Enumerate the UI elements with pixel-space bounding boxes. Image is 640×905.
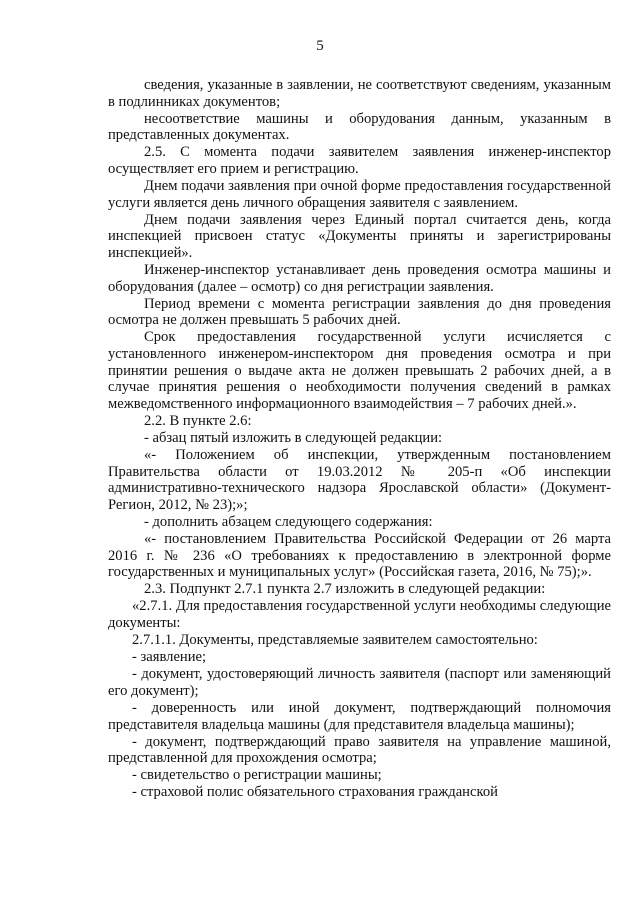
paragraph: - документ, подтверждающий право заявителя на управление машиной, представленной для прохождения осмотра; — [108, 733, 611, 767]
paragraph: «2.7.1. Для предоставления государственной услуги необходимы следующие документы: — [108, 598, 611, 631]
paragraph: несоответствие машины и оборудования данным, указанным в представленных документах. — [108, 110, 611, 144]
paragraph: - свидетельство о регистрации машины; — [132, 767, 382, 784]
paragraph: - заявление; — [132, 649, 207, 666]
paragraph: Период времени с момента регистрации заявления до дня проведения осмотра не должен превышать 5 рабочих дней. — [108, 295, 611, 329]
paragraph: сведения, указанные в заявлении, не соответствуют сведениям, указанным в подлинниках документов; — [108, 77, 611, 110]
paragraph: - страховой полис обязательного страхования гражданской — [132, 784, 498, 801]
paragraph: 2.2. В пункте 2.6: — [144, 412, 252, 429]
paragraph: Инженер-инспектор устанавливает день проведения осмотра машины и оборудования (далее – осмотр) со дня регистрации заявления. — [108, 262, 611, 295]
paragraph: - документ, удостоверяющий личность заявителя (паспорт или заменяющий его документ); — [108, 666, 611, 699]
paragraph: - дополнить абзацем следующего содержания: — [144, 513, 433, 530]
paragraph: «- Положением об инспекции, утвержденным постановлением Правительства области от 19.03.2012 № 205-п «Об инспекции административно-технического надзора Ярославской области» (Документ-Регион, 2012, № 23);»; — [108, 447, 611, 513]
paragraph: 2.3. Подпункт 2.7.1 пункта 2.7 изложить в следующей редакции: — [144, 581, 546, 598]
paragraph: Днем подачи заявления при очной форме предоставления государственной услуги является день личного обращения заявителя с заявлением. — [108, 178, 611, 211]
paragraph: - абзац пятый изложить в следующей редакции: — [144, 429, 443, 446]
paragraph: - доверенность или иной документ, подтверждающий полномочия представителя владельца машины (для представителя владельца машины); — [108, 699, 611, 733]
paragraph: Днем подачи заявления через Единый портал считается день, когда инспекцией присвоен статус «Документы приняты и зарегистрированы инспекцией». — [108, 211, 611, 261]
page-number: 5 — [316, 38, 324, 54]
paragraph: «- постановлением Правительства Российской Федерации от 26 марта 2016 г. № 236 «О требованиях к предоставлению в электронной форме государственных и муниципальных услуг» (Российская газета, 2016, № 75);». — [108, 531, 611, 581]
paragraph: Срок предоставления государственной услуги исчисляется с установленного инженером-инспектором дня проведения осмотра и при принятии решения о выдаче акта не должен превышать 2 рабочих дней, а в случае принятия решения о необходимости получения сведений в рамках межведомственного информационного взаимодействия – 7 рабочих дней.». — [108, 329, 611, 412]
paragraph: 2.7.1.1. Документы, представляемые заявителем самостоятельно: — [132, 632, 538, 649]
document-body — [108, 77, 611, 802]
paragraph: 2.5. С момента подачи заявителем заявления инженер-инспектор осуществляет его прием и регистрацию. — [108, 144, 611, 177]
